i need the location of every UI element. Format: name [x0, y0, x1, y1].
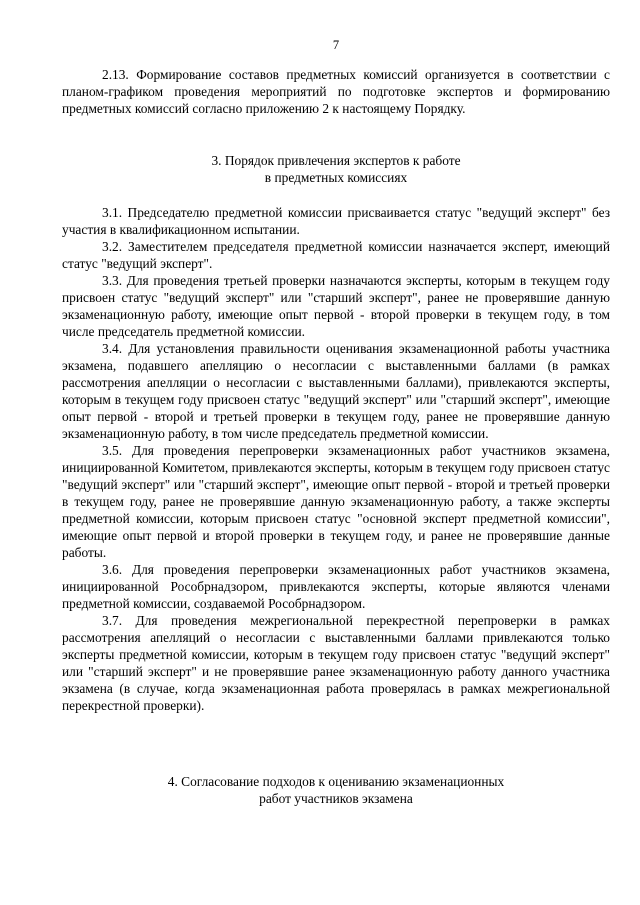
section-4-title-line-1: 4. Согласование подходов к оцениванию экзаменационных	[167, 774, 505, 789]
section-3-title-line-1: 3. Порядок привлечения экспертов к работе	[211, 153, 461, 168]
paragraph-2-13: 2.13. Формирование составов предметных комиссий организуется в соответствии с планом-графиком проведения мероприятий по подготовке экспертов и формированию предметных комиссий согласно приложению 2 к настоящему Порядку.	[62, 67, 610, 116]
section-4-title-line-2: работ участников экзамена	[259, 791, 413, 806]
paragraph-3-4: 3.4. Для установления правильности оценивания экзаменационной работы участника экзамена, подавшего апелляцию о несогласии с выставленными баллами (в рамках рассмотрения апелляции о несогласии с выставленными баллами), привлекаются эксперты, которым в текущем году присвоен статус "ведущий эксперт" или "старший эксперт", имеющие опыт первой - второй и третьей проверки в текущем году, ранее не проверявшие данную экзаменационную работу, в том числе председатель предметной комиссии.	[62, 341, 610, 441]
page-number: 7	[332, 38, 340, 52]
section-4-heading	[62, 773, 610, 807]
paragraph-2-13-block	[62, 66, 610, 117]
document-page	[62, 0, 610, 905]
paragraph-3-3: 3.3. Для проведения третьей проверки назначаются эксперты, которым в текущем году присвоен статус "ведущий эксперт" или "старший эксперт", ранее не проверявшие данную экзаменационную работу, имеющие опыт первой - второй проверки в текущем году, в том числе председатель предметной комиссии.	[62, 273, 610, 339]
section-3-heading	[62, 152, 610, 186]
paragraph-3-7: 3.7. Для проведения межрегиональной перекрестной перепроверки в рамках рассмотрения апелляций о несогласии с выставленными баллами привлекаются только эксперты предметной комиссии, которым в текущем году присвоен статус "ведущий эксперт" или "старший эксперт" и не проверявшие ранее экзаменационную работу данного участника экзамена (в случае, когда экзаменационная работа проверялась в рамках межрегиональной перекрестной проверки).	[62, 613, 610, 713]
section-3-body	[62, 204, 610, 714]
paragraph-3-1: 3.1. Председателю предметной комиссии присваивается статус "ведущий эксперт" без участия в квалификационном испытании.	[62, 205, 610, 237]
section-3-title-line-2: в предметных комиссиях	[264, 170, 408, 185]
paragraph-3-2: 3.2. Заместителем председателя предметной комиссии назначается эксперт, имеющий статус "ведущий эксперт".	[62, 239, 610, 271]
paragraph-3-6: 3.6. Для проведения перепроверки экзаменационных работ участников экзамена, инициированной Рособрнадзором, привлекаются эксперты, которые являются членами предметной комиссии, создаваемой Рособрнадзором.	[62, 562, 610, 611]
paragraph-3-5: 3.5. Для проведения перепроверки экзаменационных работ участников экзамена, инициированной Комитетом, привлекаются эксперты, которым в текущем году присвоен статус "ведущий эксперт" или "старший эксперт", имеющие опыт первой - второй и третьей проверки в текущем году, ранее не проверявшие данную экзаменационную работу, а также эксперты предметной комиссии, которым присвоен статус "основной эксперт предметной комиссии", имеющие опыт первой и второй проверки в текущем году, и ранее не проверявшие данные работы.	[62, 443, 610, 560]
